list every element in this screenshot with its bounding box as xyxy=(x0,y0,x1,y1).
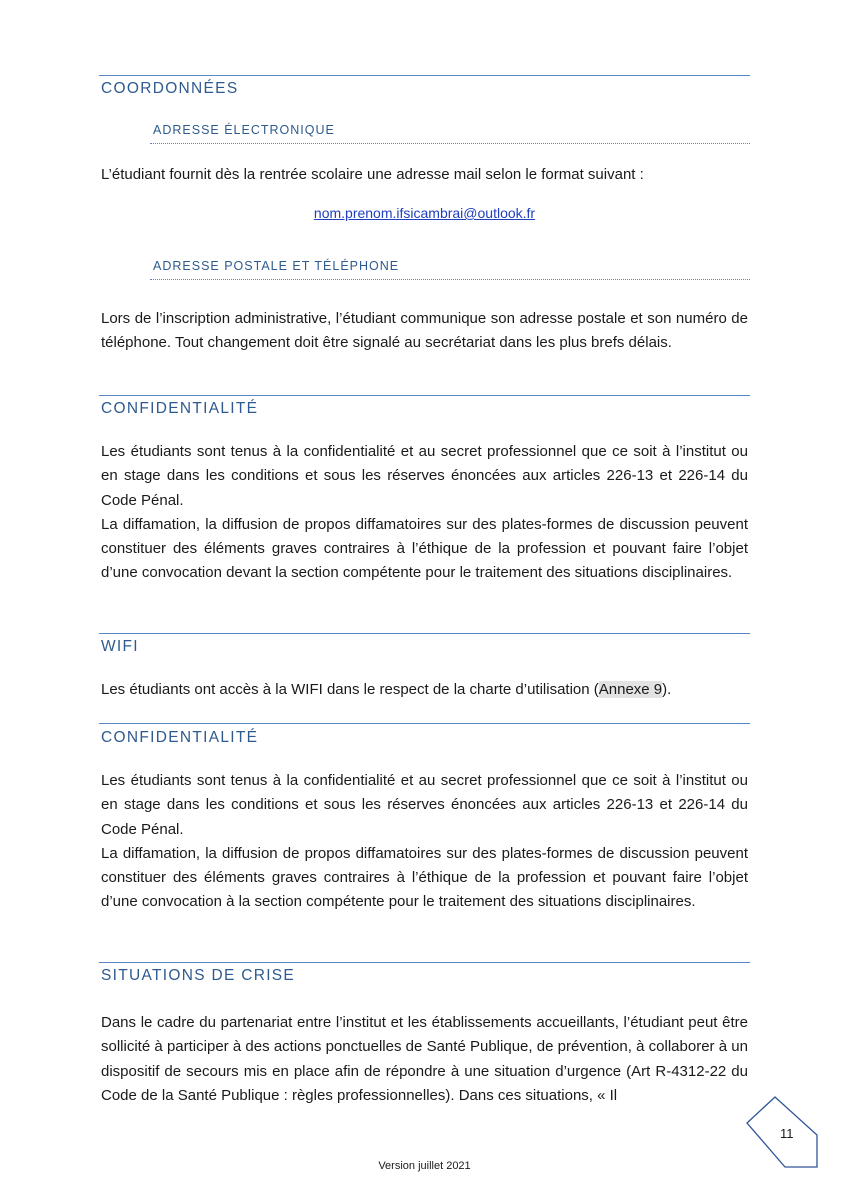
section-divider xyxy=(99,723,750,724)
heading-confidentialite-2: CONFIDENTIALITÉ xyxy=(101,729,259,746)
confidentialite-paragraph-2: La diffamation, la diffusion de propos diffamatoires sur des plates-formes de discussion peuvent constituer des éléments graves contraires à l’éthique de la profession et pouvant faire l’objet d’une convocation devant la section compétente pour le traitement des situations disciplinaires. xyxy=(101,515,748,582)
email-instruction-text: L’étudiant fournit dès la rentrée scolaire une adresse mail selon le format suivant : xyxy=(101,166,644,183)
confidentialite-paragraph-1: Les étudiants sont tenus à la confidentialité et au secret professionnel que ce soit à l’institut ou en stage dans les conditions et sous les réserves énoncées aux articles 226-13 et 226-14 du Code Pénal. xyxy=(101,443,748,509)
subheading-divider xyxy=(150,279,750,280)
footer-version: Version juillet 2021 xyxy=(378,1160,471,1172)
postal-address-text: Lors de l’inscription administrative, l’étudiant communique son adresse postale et son numéro de téléphone. Tout changement doit être signalé au secrétariat dans les plus brefs délais. xyxy=(101,310,748,352)
section-divider xyxy=(99,633,750,634)
email-line xyxy=(0,205,849,221)
heading-confidentialite: CONFIDENTIALITÉ xyxy=(101,400,259,417)
situations-crise-paragraph xyxy=(101,1011,748,1108)
subheading-divider xyxy=(150,143,750,144)
wifi-text-after: ). xyxy=(662,681,672,698)
confidentialite-2-paragraph-1: Les étudiants sont tenus à la confidentialité et au secret professionnel que ce soit à l’institut ou en stage dans les conditions et sous les réserves énoncées aux articles 226-13 et 226-14 du Code Pénal. xyxy=(101,772,748,838)
page-number: 11 xyxy=(780,1126,794,1141)
confidentialite-paragraphs xyxy=(101,440,748,586)
section-divider xyxy=(99,75,750,76)
email-link[interactable]: nom.prenom.ifsicambrai@outlook.fr xyxy=(313,205,536,221)
situations-crise-text: Dans le cadre du partenariat entre l’institut et les établissements accueillants, l’étudiant peut être sollicité à participer à des actions ponctuelles de Santé Publique, de prévention, à collaborer à un dispositif de secours mis en place afin de répondre à une situation d’urgence (Art R-4312-22 du Code de la Santé Publique : règles professionnelles). Dans ces situations, « Il xyxy=(101,1014,748,1104)
confidentialite-2-paragraphs xyxy=(101,769,748,915)
subheading-adresse-postale: ADRESSE POSTALE ET TÉLÉPHONE xyxy=(153,259,400,273)
heading-situations-crise: SITUATIONS DE CRISE xyxy=(101,967,296,984)
subheading-adresse-electronique: ADRESSE ÉLECTRONIQUE xyxy=(153,123,335,137)
section-divider xyxy=(99,395,750,396)
confidentialite-2-paragraph-2: La diffamation, la diffusion de propos diffamatoires sur des plates-formes de discussion peuvent constituer des éléments graves contraires à l’éthique de la profession et pouvant faire l’objet d’une convocation à la section compétente pour le traitement des situations disciplinaires. xyxy=(101,844,748,911)
heading-wifi: WIFI xyxy=(101,638,139,655)
heading-coordonnees: COORDONNÉES xyxy=(101,80,239,97)
wifi-text-before: Les étudiants ont accès à la WIFI dans le respect de la charte d’utilisation ( xyxy=(101,681,599,698)
section-divider xyxy=(99,962,750,963)
annex-reference: Annexe 9 xyxy=(598,681,663,698)
wifi-text xyxy=(101,681,671,698)
postal-address-paragraph xyxy=(101,307,748,356)
